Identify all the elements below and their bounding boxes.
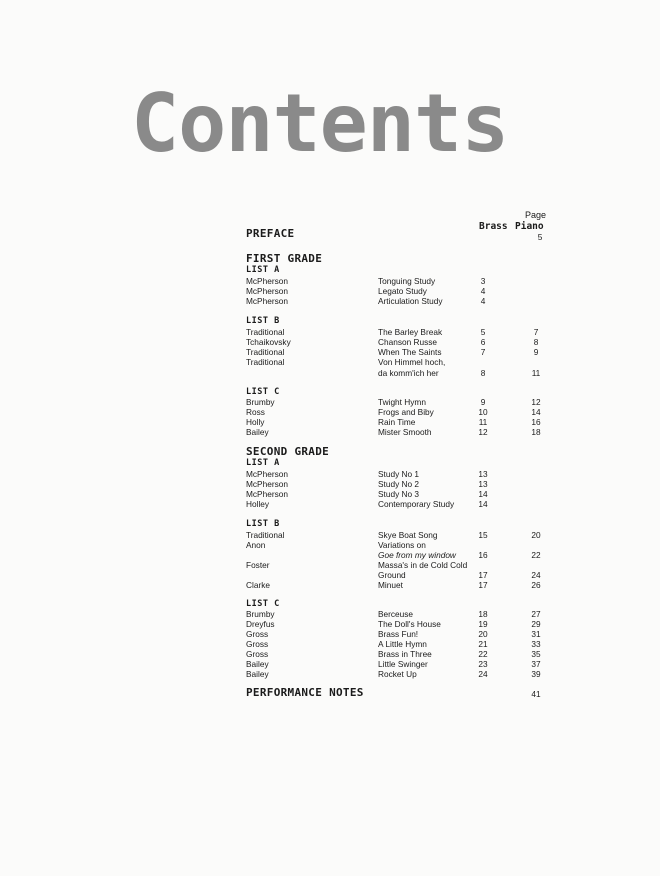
toc-entry[interactable] bbox=[0, 659, 660, 669]
composer: McPherson bbox=[246, 286, 288, 296]
piano-page: 39 bbox=[531, 669, 541, 679]
toc-entry[interactable] bbox=[0, 609, 660, 619]
piano-page: 27 bbox=[531, 609, 541, 619]
toc-entry[interactable] bbox=[0, 337, 660, 347]
piece-title: Mister Smooth bbox=[378, 427, 432, 437]
composer: McPherson bbox=[246, 479, 288, 489]
column-header-page: Page bbox=[525, 210, 547, 220]
piece-title: Legato Study bbox=[378, 286, 427, 296]
toc-entry[interactable] bbox=[0, 530, 660, 540]
brass-page: 18 bbox=[478, 609, 488, 619]
composer: Traditional bbox=[246, 530, 285, 540]
piece-title: Variations on bbox=[378, 540, 426, 550]
brass-page: 13 bbox=[478, 479, 488, 489]
piano-page: 7 bbox=[533, 327, 539, 337]
piece-title: Contemporary Study bbox=[378, 499, 455, 509]
performance-notes-heading: PERFORMANCE NOTES bbox=[246, 686, 364, 699]
piano-page: 20 bbox=[531, 530, 541, 540]
grade-heading: SECOND GRADE bbox=[246, 445, 330, 458]
brass-page: 4 bbox=[480, 296, 486, 306]
toc-entry[interactable] bbox=[0, 629, 660, 639]
toc-entry[interactable] bbox=[0, 619, 660, 629]
composer: Brumby bbox=[246, 397, 275, 407]
toc-entry[interactable] bbox=[0, 427, 660, 437]
composer: Brumby bbox=[246, 609, 275, 619]
composer: McPherson bbox=[246, 296, 288, 306]
brass-page: 10 bbox=[478, 407, 488, 417]
toc-entry[interactable] bbox=[0, 560, 660, 570]
performance-notes-page: 41 bbox=[531, 689, 541, 699]
toc-entry[interactable] bbox=[0, 286, 660, 296]
brass-page: 19 bbox=[478, 619, 488, 629]
piece-title: Rocket Up bbox=[378, 669, 417, 679]
piece-title: Massa's in de Cold Cold bbox=[378, 560, 468, 570]
piano-page: 14 bbox=[531, 407, 541, 417]
toc-entry[interactable] bbox=[0, 347, 660, 357]
brass-page: 14 bbox=[478, 499, 488, 509]
piece-title: Little Swinger bbox=[378, 659, 428, 669]
composer: Clarke bbox=[246, 580, 270, 590]
composer: Anon bbox=[246, 540, 266, 550]
composer: Bailey bbox=[246, 669, 269, 679]
brass-page: 3 bbox=[480, 276, 486, 286]
toc-entry[interactable] bbox=[0, 469, 660, 479]
toc-entry[interactable] bbox=[0, 499, 660, 509]
column-header-brass: Brass bbox=[479, 221, 508, 232]
preface-heading: PREFACE bbox=[246, 227, 295, 240]
toc-entry[interactable] bbox=[0, 550, 660, 560]
grade-heading: FIRST GRADE bbox=[246, 252, 323, 265]
piano-page: 24 bbox=[531, 570, 541, 580]
brass-page: 7 bbox=[480, 347, 486, 357]
list-heading: LIST C bbox=[246, 599, 280, 609]
toc-entry[interactable] bbox=[0, 540, 660, 550]
brass-page: 16 bbox=[478, 550, 488, 560]
toc-entry[interactable] bbox=[0, 417, 660, 427]
toc-entry[interactable] bbox=[0, 570, 660, 580]
piano-page: 8 bbox=[533, 337, 539, 347]
toc-entry[interactable] bbox=[0, 368, 660, 378]
toc-entry[interactable] bbox=[0, 479, 660, 489]
brass-page: 24 bbox=[478, 669, 488, 679]
column-header-piano: Piano bbox=[515, 221, 544, 232]
toc-entry[interactable] bbox=[0, 407, 660, 417]
composer: Holley bbox=[246, 499, 270, 509]
piece-title: Study No 2 bbox=[378, 479, 420, 489]
piece-title: When The Saints bbox=[378, 347, 442, 357]
brass-page: 21 bbox=[478, 639, 488, 649]
toc-entry[interactable] bbox=[0, 649, 660, 659]
piano-page: 22 bbox=[531, 550, 541, 560]
toc-entry[interactable] bbox=[0, 296, 660, 306]
composer: Dreyfus bbox=[246, 619, 275, 629]
composer: McPherson bbox=[246, 489, 288, 499]
toc-entry[interactable] bbox=[0, 639, 660, 649]
brass-page: 23 bbox=[478, 659, 488, 669]
composer: McPherson bbox=[246, 469, 288, 479]
composer: Traditional bbox=[246, 347, 285, 357]
piece-title: Articulation Study bbox=[378, 296, 443, 306]
piece-title: Tonguing Study bbox=[378, 276, 436, 286]
brass-page: 20 bbox=[478, 629, 488, 639]
brass-page: 9 bbox=[480, 397, 486, 407]
piano-page: 33 bbox=[531, 639, 541, 649]
toc-entry[interactable] bbox=[0, 357, 660, 367]
brass-page: 12 bbox=[478, 427, 488, 437]
list-heading: LIST B bbox=[246, 316, 280, 326]
piano-page: 35 bbox=[531, 649, 541, 659]
piece-title: Study No 1 bbox=[378, 469, 420, 479]
piece-title: da komm'ich her bbox=[378, 368, 439, 378]
piece-title: The Barley Break bbox=[378, 327, 443, 337]
composer: Traditional bbox=[246, 327, 285, 337]
brass-page: 6 bbox=[480, 337, 486, 347]
piece-title: Brass Fun! bbox=[378, 629, 419, 639]
piano-page: 37 bbox=[531, 659, 541, 669]
brass-page: 17 bbox=[478, 570, 488, 580]
piece-title: Twight Hymn bbox=[378, 397, 426, 407]
piano-page: 26 bbox=[531, 580, 541, 590]
piano-page: 31 bbox=[531, 629, 541, 639]
composer: Gross bbox=[246, 649, 269, 659]
brass-page: 15 bbox=[478, 530, 488, 540]
toc-entry[interactable] bbox=[0, 397, 660, 407]
piano-page: 12 bbox=[531, 397, 541, 407]
composer: Ross bbox=[246, 407, 265, 417]
composer: McPherson bbox=[246, 276, 288, 286]
list-heading: LIST B bbox=[246, 519, 280, 529]
composer: Gross bbox=[246, 629, 269, 639]
page-title: Contents bbox=[131, 77, 509, 170]
piece-title: Minuet bbox=[378, 580, 403, 590]
piece-title: Chanson Russe bbox=[378, 337, 438, 347]
piano-page: 29 bbox=[531, 619, 541, 629]
piece-title: Goe from my window bbox=[378, 550, 456, 560]
piece-title: The Doll's House bbox=[378, 619, 441, 629]
composer: Tchaikovsky bbox=[246, 337, 291, 347]
toc-entry[interactable] bbox=[0, 276, 660, 286]
brass-page: 8 bbox=[480, 368, 486, 378]
brass-page: 5 bbox=[480, 327, 486, 337]
piano-page: 18 bbox=[531, 427, 541, 437]
composer: Bailey bbox=[246, 659, 269, 669]
composer: Foster bbox=[246, 560, 270, 570]
brass-page: 4 bbox=[480, 286, 486, 296]
list-heading: LIST A bbox=[246, 265, 280, 275]
brass-page: 17 bbox=[478, 580, 488, 590]
preface-page: 5 bbox=[537, 232, 543, 242]
piano-page: 11 bbox=[531, 368, 541, 378]
piece-title: Study No 3 bbox=[378, 489, 420, 499]
brass-page: 13 bbox=[478, 469, 488, 479]
composer: Gross bbox=[246, 639, 269, 649]
list-heading: LIST C bbox=[246, 387, 280, 397]
composer: Holly bbox=[246, 417, 265, 427]
brass-page: 14 bbox=[478, 489, 488, 499]
toc-entry[interactable] bbox=[0, 669, 660, 679]
piece-title: Brass in Three bbox=[378, 649, 432, 659]
composer: Traditional bbox=[246, 357, 285, 367]
piece-title: Rain Time bbox=[378, 417, 416, 427]
piece-title: Frogs and Biby bbox=[378, 407, 434, 417]
piece-title: Berceuse bbox=[378, 609, 414, 619]
toc-entry[interactable] bbox=[0, 327, 660, 337]
list-heading: LIST A bbox=[246, 458, 280, 468]
toc-entry[interactable] bbox=[0, 580, 660, 590]
piece-title: A Little Hymn bbox=[378, 639, 427, 649]
composer: Bailey bbox=[246, 427, 269, 437]
toc-entry[interactable] bbox=[0, 489, 660, 499]
piano-page: 16 bbox=[531, 417, 541, 427]
piece-title: Skye Boat Song bbox=[378, 530, 438, 540]
piece-title: Von Himmel hoch, bbox=[378, 357, 446, 367]
piece-title: Ground bbox=[378, 570, 406, 580]
brass-page: 11 bbox=[478, 417, 488, 427]
brass-page: 22 bbox=[478, 649, 488, 659]
piano-page: 9 bbox=[533, 347, 539, 357]
